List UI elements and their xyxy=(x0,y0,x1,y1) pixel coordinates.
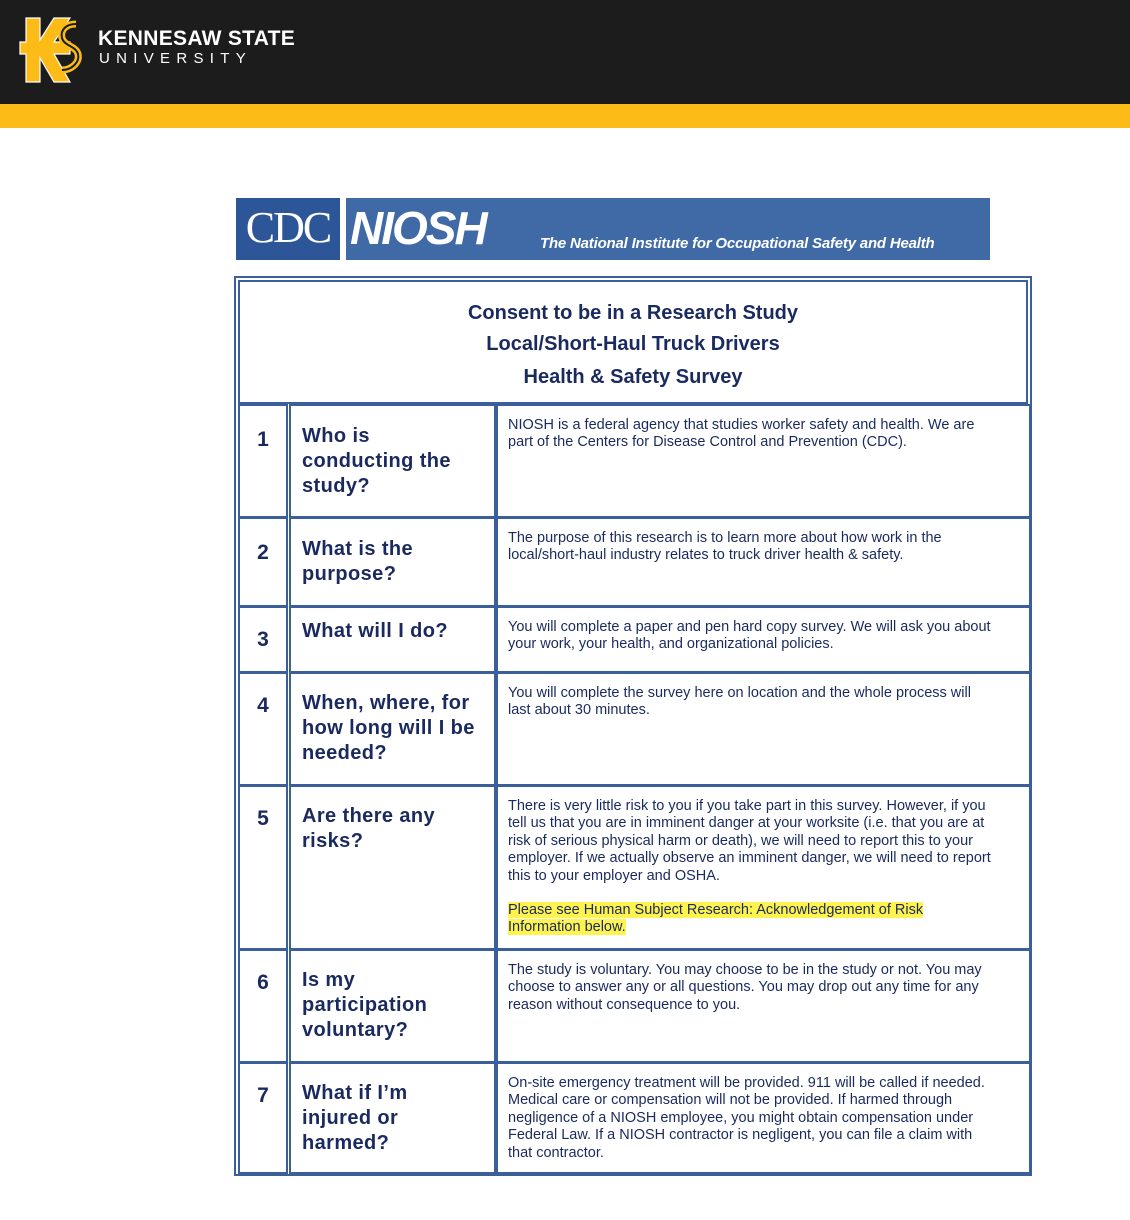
niosh-full-name: The National Institute for Occupational Safety and Health xyxy=(540,235,935,252)
answer-line: risk of serious physical harm or death), we will need to report this to your xyxy=(508,832,974,849)
table-row xyxy=(236,404,1032,518)
row-number: 1 xyxy=(257,428,269,451)
question-line: What will I do? xyxy=(302,620,448,642)
answer-spacer xyxy=(508,885,1023,902)
row-number-cell xyxy=(238,1062,288,1174)
table-row xyxy=(236,785,1032,950)
answer-cell xyxy=(496,785,1031,950)
row-number-cell xyxy=(238,517,288,607)
question-line: participation xyxy=(302,994,428,1016)
answer-line: On-site emergency treatment will be provided. 911 will be called if needed. xyxy=(508,1075,985,1091)
answer-cell xyxy=(496,949,1031,1063)
table-row xyxy=(236,949,1032,1063)
form-title-line-2: Local/Short-Haul Truck Drivers xyxy=(486,333,780,355)
answer-line: local/short-haul industry relates to truck driver health & safety. xyxy=(508,547,904,564)
header-gold-stripe xyxy=(0,104,1130,128)
form-title-box xyxy=(238,280,1028,404)
table-row xyxy=(236,1062,1032,1174)
question-line: Who is xyxy=(302,425,370,447)
answer-line: employer. If we actually observe an imminent danger, we will need to report xyxy=(508,850,991,867)
question-line: When, where, for xyxy=(302,692,470,714)
answer-line: choose to answer any or all questions. You may drop out any time for any xyxy=(508,979,979,996)
cdc-niosh-banner xyxy=(236,198,990,260)
row-number-cell xyxy=(238,606,288,673)
row-number: 2 xyxy=(257,541,269,564)
question-text xyxy=(302,1081,492,1156)
question-line: purpose? xyxy=(302,563,397,585)
university-subtitle: UNIVERSITY xyxy=(99,50,253,67)
row-number-cell xyxy=(238,672,288,786)
question-cell xyxy=(289,606,496,673)
question-line: Is my xyxy=(302,969,356,991)
form-title-line-1: Consent to be in a Research Study xyxy=(467,302,799,324)
highlight-line: Please see Human Subject Research: Acknowledgement of Risk xyxy=(508,902,924,919)
university-name: KENNESAW STATE xyxy=(98,27,296,50)
table-row xyxy=(236,672,1032,786)
row-number: 4 xyxy=(257,694,269,717)
question-line: study? xyxy=(302,475,370,497)
question-line: What if I’m xyxy=(302,1082,408,1104)
answer-line: NIOSH is a federal agency that studies worker safety and health. We are xyxy=(508,417,975,433)
question-text xyxy=(302,968,492,1043)
answer-line: Federal Law. If a NIOSH contractor is negligent, you can file a claim with xyxy=(508,1127,973,1144)
row-number-cell xyxy=(238,404,288,518)
question-cell xyxy=(289,949,496,1063)
answer-line: The purpose of this research is to learn more about how work in the xyxy=(508,530,942,546)
answer-line: Medical care or compensation will not be provided. If harmed through xyxy=(508,1092,953,1109)
question-cell xyxy=(289,672,496,786)
row-number: 6 xyxy=(257,971,269,994)
question-line: What is the xyxy=(302,538,414,560)
risk-highlight-note xyxy=(508,902,1023,937)
answer-cell xyxy=(496,1062,1031,1174)
answer-text xyxy=(508,685,1023,720)
answer-line: that contractor. xyxy=(508,1144,604,1161)
answer-text xyxy=(508,798,1023,937)
table-row xyxy=(236,606,1032,673)
answer-cell xyxy=(496,606,1031,673)
form-title-line-3: Health & Safety Survey xyxy=(523,366,743,388)
question-line: harmed? xyxy=(302,1132,390,1154)
question-line: needed? xyxy=(302,742,388,764)
row-number: 5 xyxy=(257,807,269,830)
answer-line: part of the Centers for Disease Control and Prevention (CDC). xyxy=(508,434,907,451)
highlight-line: Information below. xyxy=(508,919,626,936)
question-line: voluntary? xyxy=(302,1019,409,1041)
question-cell xyxy=(289,785,496,950)
site-header xyxy=(0,0,1130,104)
row-number-cell xyxy=(238,949,288,1063)
answer-cell xyxy=(496,517,1031,607)
row-number: 7 xyxy=(257,1084,269,1107)
row-number: 3 xyxy=(257,628,269,651)
ksu-logo-icon[interactable] xyxy=(18,14,90,86)
question-line: Are there any xyxy=(302,805,436,827)
answer-line: this to your employer and OSHA. xyxy=(508,867,720,884)
answer-line: There is very little risk to you if you take part in this survey. However, if you xyxy=(508,798,986,814)
question-line: risks? xyxy=(302,830,364,852)
cdc-logo xyxy=(236,198,340,260)
question-cell xyxy=(289,517,496,607)
question-text xyxy=(302,537,492,587)
answer-cell xyxy=(496,672,1031,786)
row-number-cell xyxy=(238,785,288,950)
answer-text xyxy=(508,619,1023,654)
question-cell xyxy=(289,404,496,518)
niosh-logo-text: NIOSH xyxy=(350,202,486,254)
answer-line: The study is voluntary. You may choose to be in the study or not. You may xyxy=(508,962,982,978)
banner-divider xyxy=(340,198,346,260)
answer-text xyxy=(508,530,1023,565)
question-cell xyxy=(289,1062,496,1174)
table-row xyxy=(236,517,1032,607)
answer-line: reason without consequence to you. xyxy=(508,996,741,1013)
question-text xyxy=(302,424,492,499)
cdc-logo-text: CDC xyxy=(245,203,331,252)
answer-text xyxy=(508,417,1023,452)
answer-line: You will complete the survey here on location and the whole process will xyxy=(508,685,971,701)
answer-line: You will complete a paper and pen hard copy survey. We will ask you about xyxy=(508,619,991,635)
question-text xyxy=(302,804,492,854)
answer-text xyxy=(508,962,1023,1014)
question-text xyxy=(302,691,492,766)
answer-line: tell us that you are in imminent danger at your worksite (i.e. that you are at xyxy=(508,815,985,832)
question-text xyxy=(302,619,492,644)
answer-line: negligence of a NIOSH employee, you might obtain compensation under xyxy=(508,1109,974,1126)
question-line: injured or xyxy=(302,1107,399,1129)
answer-line: last about 30 minutes. xyxy=(508,702,650,719)
question-line: conducting the xyxy=(302,450,451,472)
question-line: how long will I be xyxy=(302,717,475,739)
answer-text xyxy=(508,1075,1023,1162)
answer-line: your work, your health, and organizational policies. xyxy=(508,636,834,653)
answer-cell xyxy=(496,404,1031,518)
